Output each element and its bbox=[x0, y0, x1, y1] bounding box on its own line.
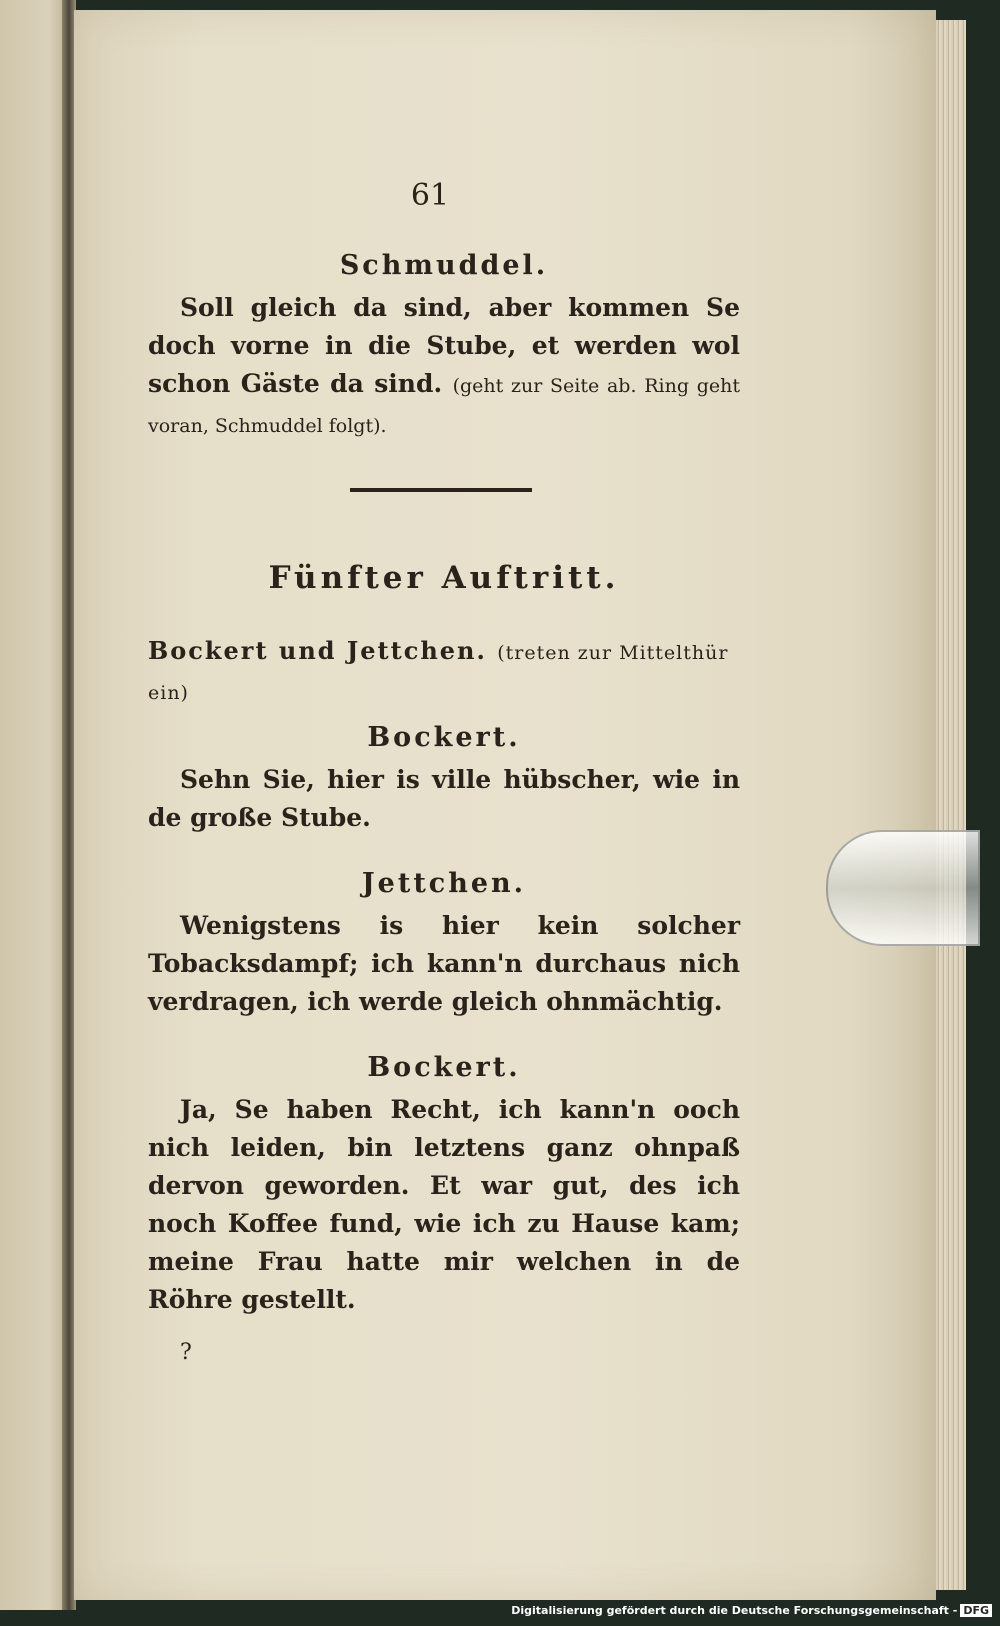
footer-text: Digitalisierung gefördert durch die Deutsche Forschungsgemeinschaft - bbox=[511, 1604, 958, 1617]
persons-names: Bockert und Jettchen. bbox=[148, 636, 487, 665]
persons-line bbox=[148, 632, 740, 712]
scene-heading: Fünfter Auftritt. bbox=[268, 560, 620, 596]
left-page-edge bbox=[0, 0, 70, 1610]
glass-page-clip bbox=[826, 830, 980, 946]
speech-block-3 bbox=[148, 868, 740, 1021]
scene-heading-block bbox=[148, 560, 740, 596]
speaker-name: Bockert. bbox=[367, 1052, 521, 1083]
speech-text: Ja, Se haben Recht, ich kann'n ooch nich leiden, bin letztens ganz ohnpaß dervon geworden. Et war gut, des ich noch Koffee fund, wie ich zu Hause kam; meine Frau hatte mir welchen in de Röhre gestellt. bbox=[148, 1095, 740, 1314]
speech-text-body: Soll gleich da sind, aber kommen Se doch vorne in die Stube, et werden wol schon Gäste da sind. bbox=[148, 293, 740, 398]
section-divider bbox=[350, 488, 532, 492]
stage-direction: (treten zur Mittelthür ein) bbox=[148, 642, 729, 704]
speaker-name: Schmuddel. bbox=[339, 250, 549, 281]
stage-direction: (geht zur Seite ab. Ring geht voran, Schmuddel folgt). bbox=[148, 375, 740, 437]
page-stack-edge bbox=[936, 20, 966, 1590]
catchword: ? bbox=[180, 1340, 192, 1365]
speech-text: Sehn Sie, hier is ville hübscher, wie in de große Stube. bbox=[148, 765, 740, 832]
speech-block-4 bbox=[148, 1052, 740, 1319]
speech-block-1 bbox=[148, 250, 740, 445]
page-number: 61 bbox=[410, 178, 450, 213]
speech-text: Wenigstens is hier kein solcher Tobacksdampf; ich kann'n durchaus nich verdragen, ich werde gleich ohnmächtig. bbox=[148, 911, 740, 1016]
persons-text bbox=[148, 632, 740, 712]
speech-text bbox=[148, 289, 740, 445]
dfg-logo: DFG bbox=[960, 1604, 992, 1617]
speaker-name: Bockert. bbox=[367, 722, 521, 753]
speech-block-2 bbox=[148, 722, 740, 837]
digitization-footer bbox=[511, 1604, 992, 1617]
speaker-name: Jettchen. bbox=[361, 868, 527, 899]
